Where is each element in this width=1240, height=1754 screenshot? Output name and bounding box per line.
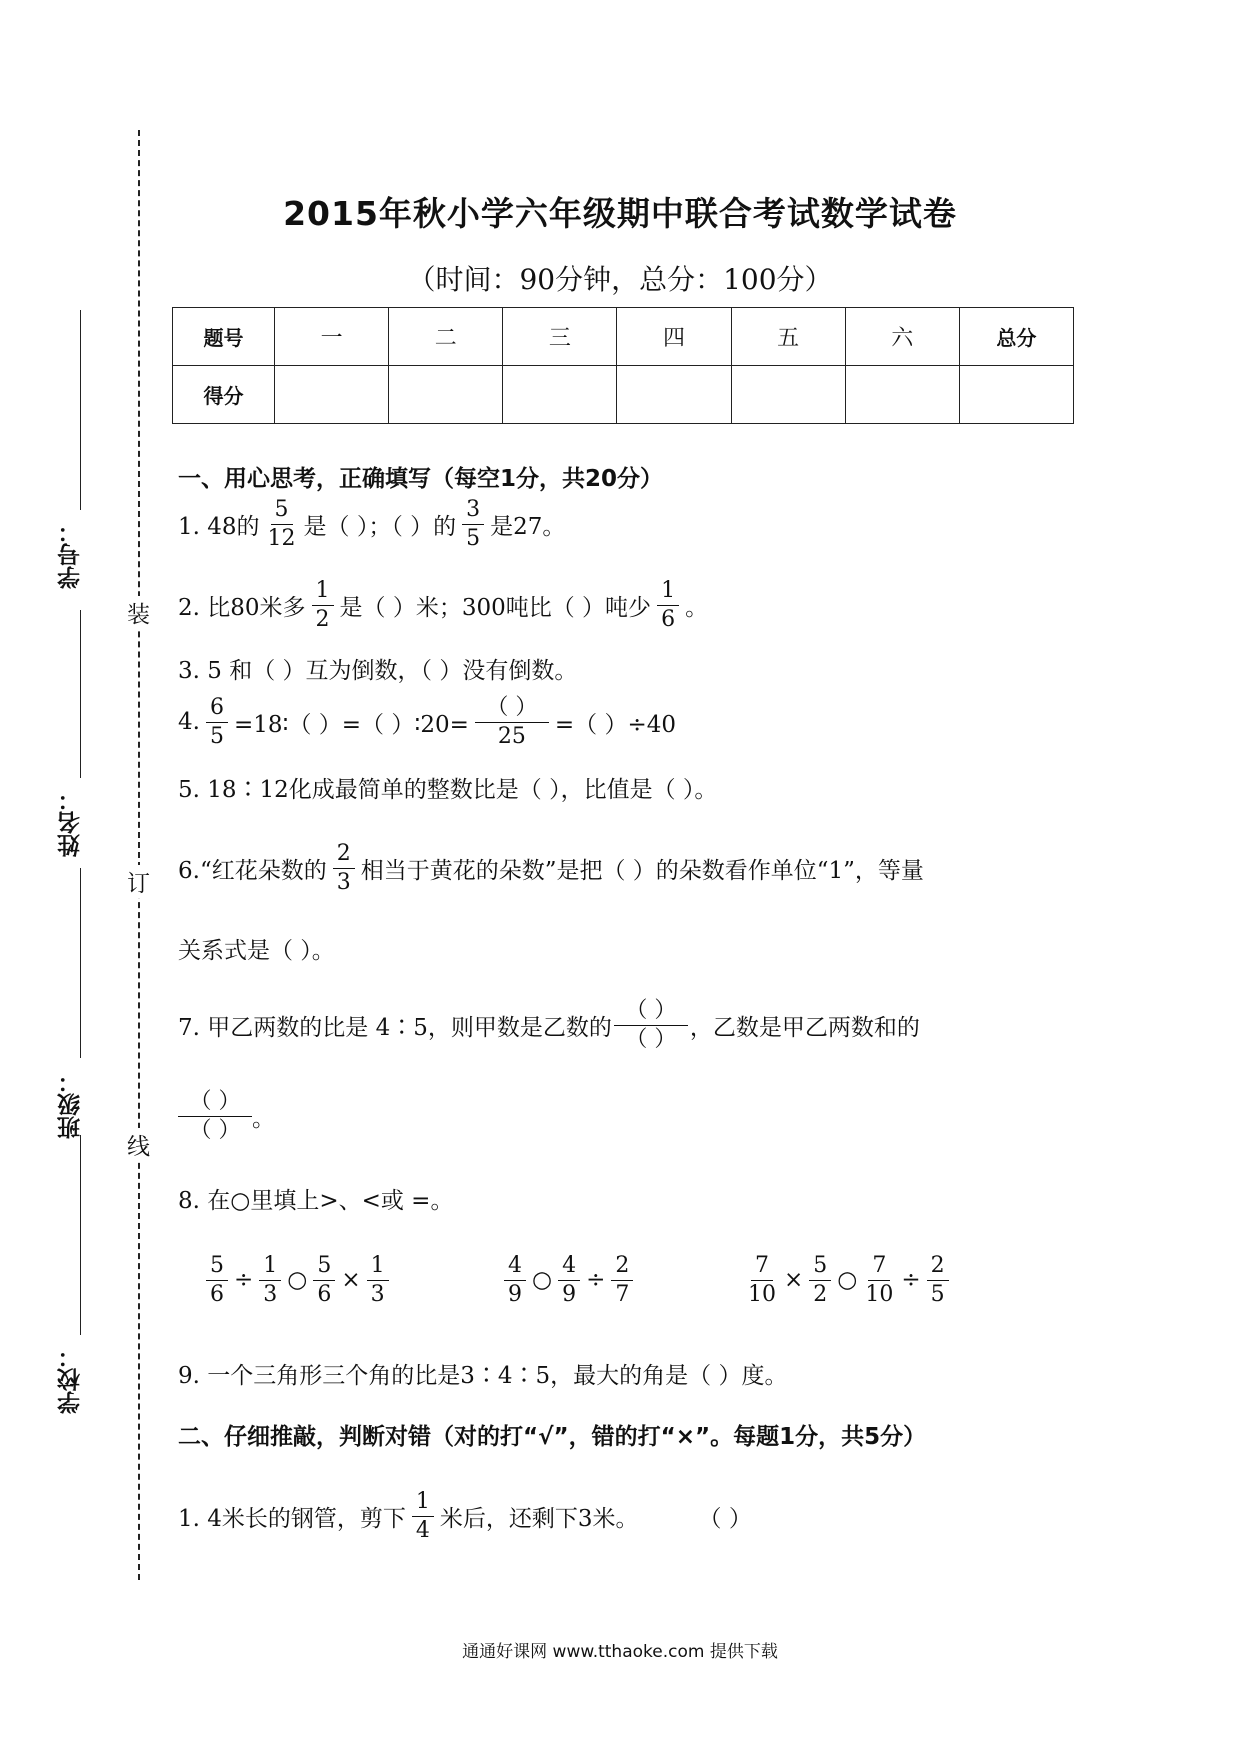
fraction: $\frac{1}{2}$ [312,579,334,630]
q4-text-b: =18∶（ ）=（ ）∶20= [233,711,469,738]
column-header: 一 [275,308,389,366]
name-label: 姓名： [57,788,84,857]
multiply-sign: × [784,1267,804,1293]
q6-text-a: 6.“红花朵数的 [178,857,327,884]
fraction: $\frac{2}{5}$ [927,1254,949,1305]
total-header: 总分 [959,308,1073,366]
question-2 [178,575,708,635]
question-5: 5. 18∶12化成最简单的整数比是（ ），比值是（ ）。 [178,777,718,803]
divide-sign: ÷ [234,1267,254,1293]
q6-text-b: 相当于黄花的朵数”是把（ ）的朵数看作单位“1”，等量 [360,857,924,884]
score-table-score-row [173,366,1074,424]
section2-heading: 二、仔细推敲，判断对错（对的打“√”，错的打“×”。每题1分，共5分） [178,1424,927,1450]
fraction: $\frac{7}{10}$ [865,1253,894,1307]
score-cell[interactable] [845,366,959,424]
fraction: $\frac{1}{3}$ [259,1254,281,1305]
binding-char-xian: 线 [127,1128,150,1161]
school-label: 学校： [57,1345,84,1414]
column-header: 五 [731,308,845,366]
fraction: $\frac{5}{2}$ [809,1254,831,1305]
q1-text-c: 是27。 [490,513,566,540]
fraction: $\frac{( )}{25}$ [475,696,549,747]
name-line [80,610,81,778]
fraction: $\frac{6}{5}$ [206,696,228,747]
comparison-2 [498,1250,639,1310]
footer-source: 通通好课网 www.tthaoke.com 提供下载 [462,1642,778,1662]
q1-text-a: 1. 48的 [178,513,260,540]
divide-sign: ÷ [586,1267,606,1293]
score-cell[interactable] [389,366,503,424]
question-9: 9. 一个三角形三个角的比是3∶4∶5，最大的角是（ ）度。 [178,1363,788,1389]
section1-heading: 一、用心思考，正确填写（每空1分，共20分） [178,466,664,492]
s2q1-text-b: 米后，还剩下3米。 [439,1505,639,1532]
fraction: $\frac{4}{9}$ [504,1254,526,1305]
question-6-continued: 关系式是（ ）。 [178,938,335,964]
column-header: 二 [389,308,503,366]
fraction: $\frac{7}{10}$ [748,1253,776,1307]
answer-circle[interactable]: ○ [837,1267,858,1293]
q2-text-a: 2. 比80米多 [178,594,306,621]
fraction: $\frac{5}{6}$ [206,1254,228,1305]
fraction: $\frac{1}{3}$ [367,1254,389,1305]
class-line [80,868,81,1058]
fraction: $\frac{1}{4}$ [412,1490,434,1541]
q7-text-c: 。 [252,1105,275,1132]
judgement-question-1 [178,1486,752,1546]
score-cell[interactable] [959,366,1073,424]
score-table-header-row [173,308,1074,366]
student-id-line [80,310,81,510]
score-cell[interactable] [503,366,617,424]
score-row-header: 得分 [173,366,275,424]
binding-char-ding: 订 [127,865,150,898]
divide-sign: ÷ [901,1267,921,1293]
question-3: 3. 5 和（ ）互为倒数，（ ）没有倒数。 [178,658,578,684]
q2-text-c: 。 [685,594,709,621]
q7-text-a: 7. 甲乙两数的比是 4∶5，则甲数是乙数的 [178,1014,612,1041]
binding-char-zhuang: 装 [127,596,150,629]
fraction: $\frac{( )}{( )}$ [614,999,688,1050]
multiply-sign: × [341,1267,361,1293]
q2-text-b: 是（ ）米；300吨比（ ）吨少 [339,594,652,621]
exam-info: （时间：90分钟，总分：100分） [407,263,833,296]
column-header: 三 [503,308,617,366]
fraction: $\frac{4}{9}$ [558,1254,580,1305]
page-title: 2015年秋小学六年级期中联合考试数学试卷 [283,194,957,233]
score-cell[interactable] [275,366,389,424]
question-7 [178,995,920,1055]
q7-text-b: ，乙数是甲乙两数和的 [689,1014,920,1041]
score-cell[interactable] [731,366,845,424]
comparison-3 [740,1250,955,1310]
question-number-header: 题号 [173,308,275,366]
fraction: $\frac{5}{12}$ [267,497,296,551]
class-label: 班级： [57,1070,84,1139]
score-table [172,307,1074,424]
q4-text-a: 4. [178,709,200,735]
column-header: 四 [617,308,731,366]
answer-circle[interactable]: ○ [532,1267,553,1293]
question-8: 8. 在○里填上>、<或 =。 [178,1188,454,1214]
fraction: $\frac{2}{7}$ [611,1254,633,1305]
fraction: $\frac{( )}{( )}$ [178,1090,252,1141]
column-header: 六 [845,308,959,366]
s2q1-text-a: 1. 4米长的钢管，剪下 [178,1505,406,1532]
question-7-continued [178,1086,275,1146]
binding-dashed-line [138,130,140,1580]
answer-blank[interactable]: （ ） [698,1505,752,1532]
fraction: $\frac{1}{6}$ [657,579,679,630]
question-1 [178,494,565,554]
q1-text-b: 是（ ）；（ ）的 [303,513,457,540]
fraction: $\frac{3}{5}$ [462,498,484,549]
question-6 [178,838,924,898]
fraction: $\frac{5}{6}$ [313,1254,335,1305]
q4-text-c: =（ ）÷40 [554,711,677,738]
answer-circle[interactable]: ○ [287,1267,308,1293]
school-line [80,1135,81,1335]
comparison-1 [200,1250,395,1310]
student-id-label: 学号： [57,520,84,589]
score-cell[interactable] [617,366,731,424]
fraction: $\frac{2}{3}$ [333,842,355,893]
question-4 [178,692,676,752]
